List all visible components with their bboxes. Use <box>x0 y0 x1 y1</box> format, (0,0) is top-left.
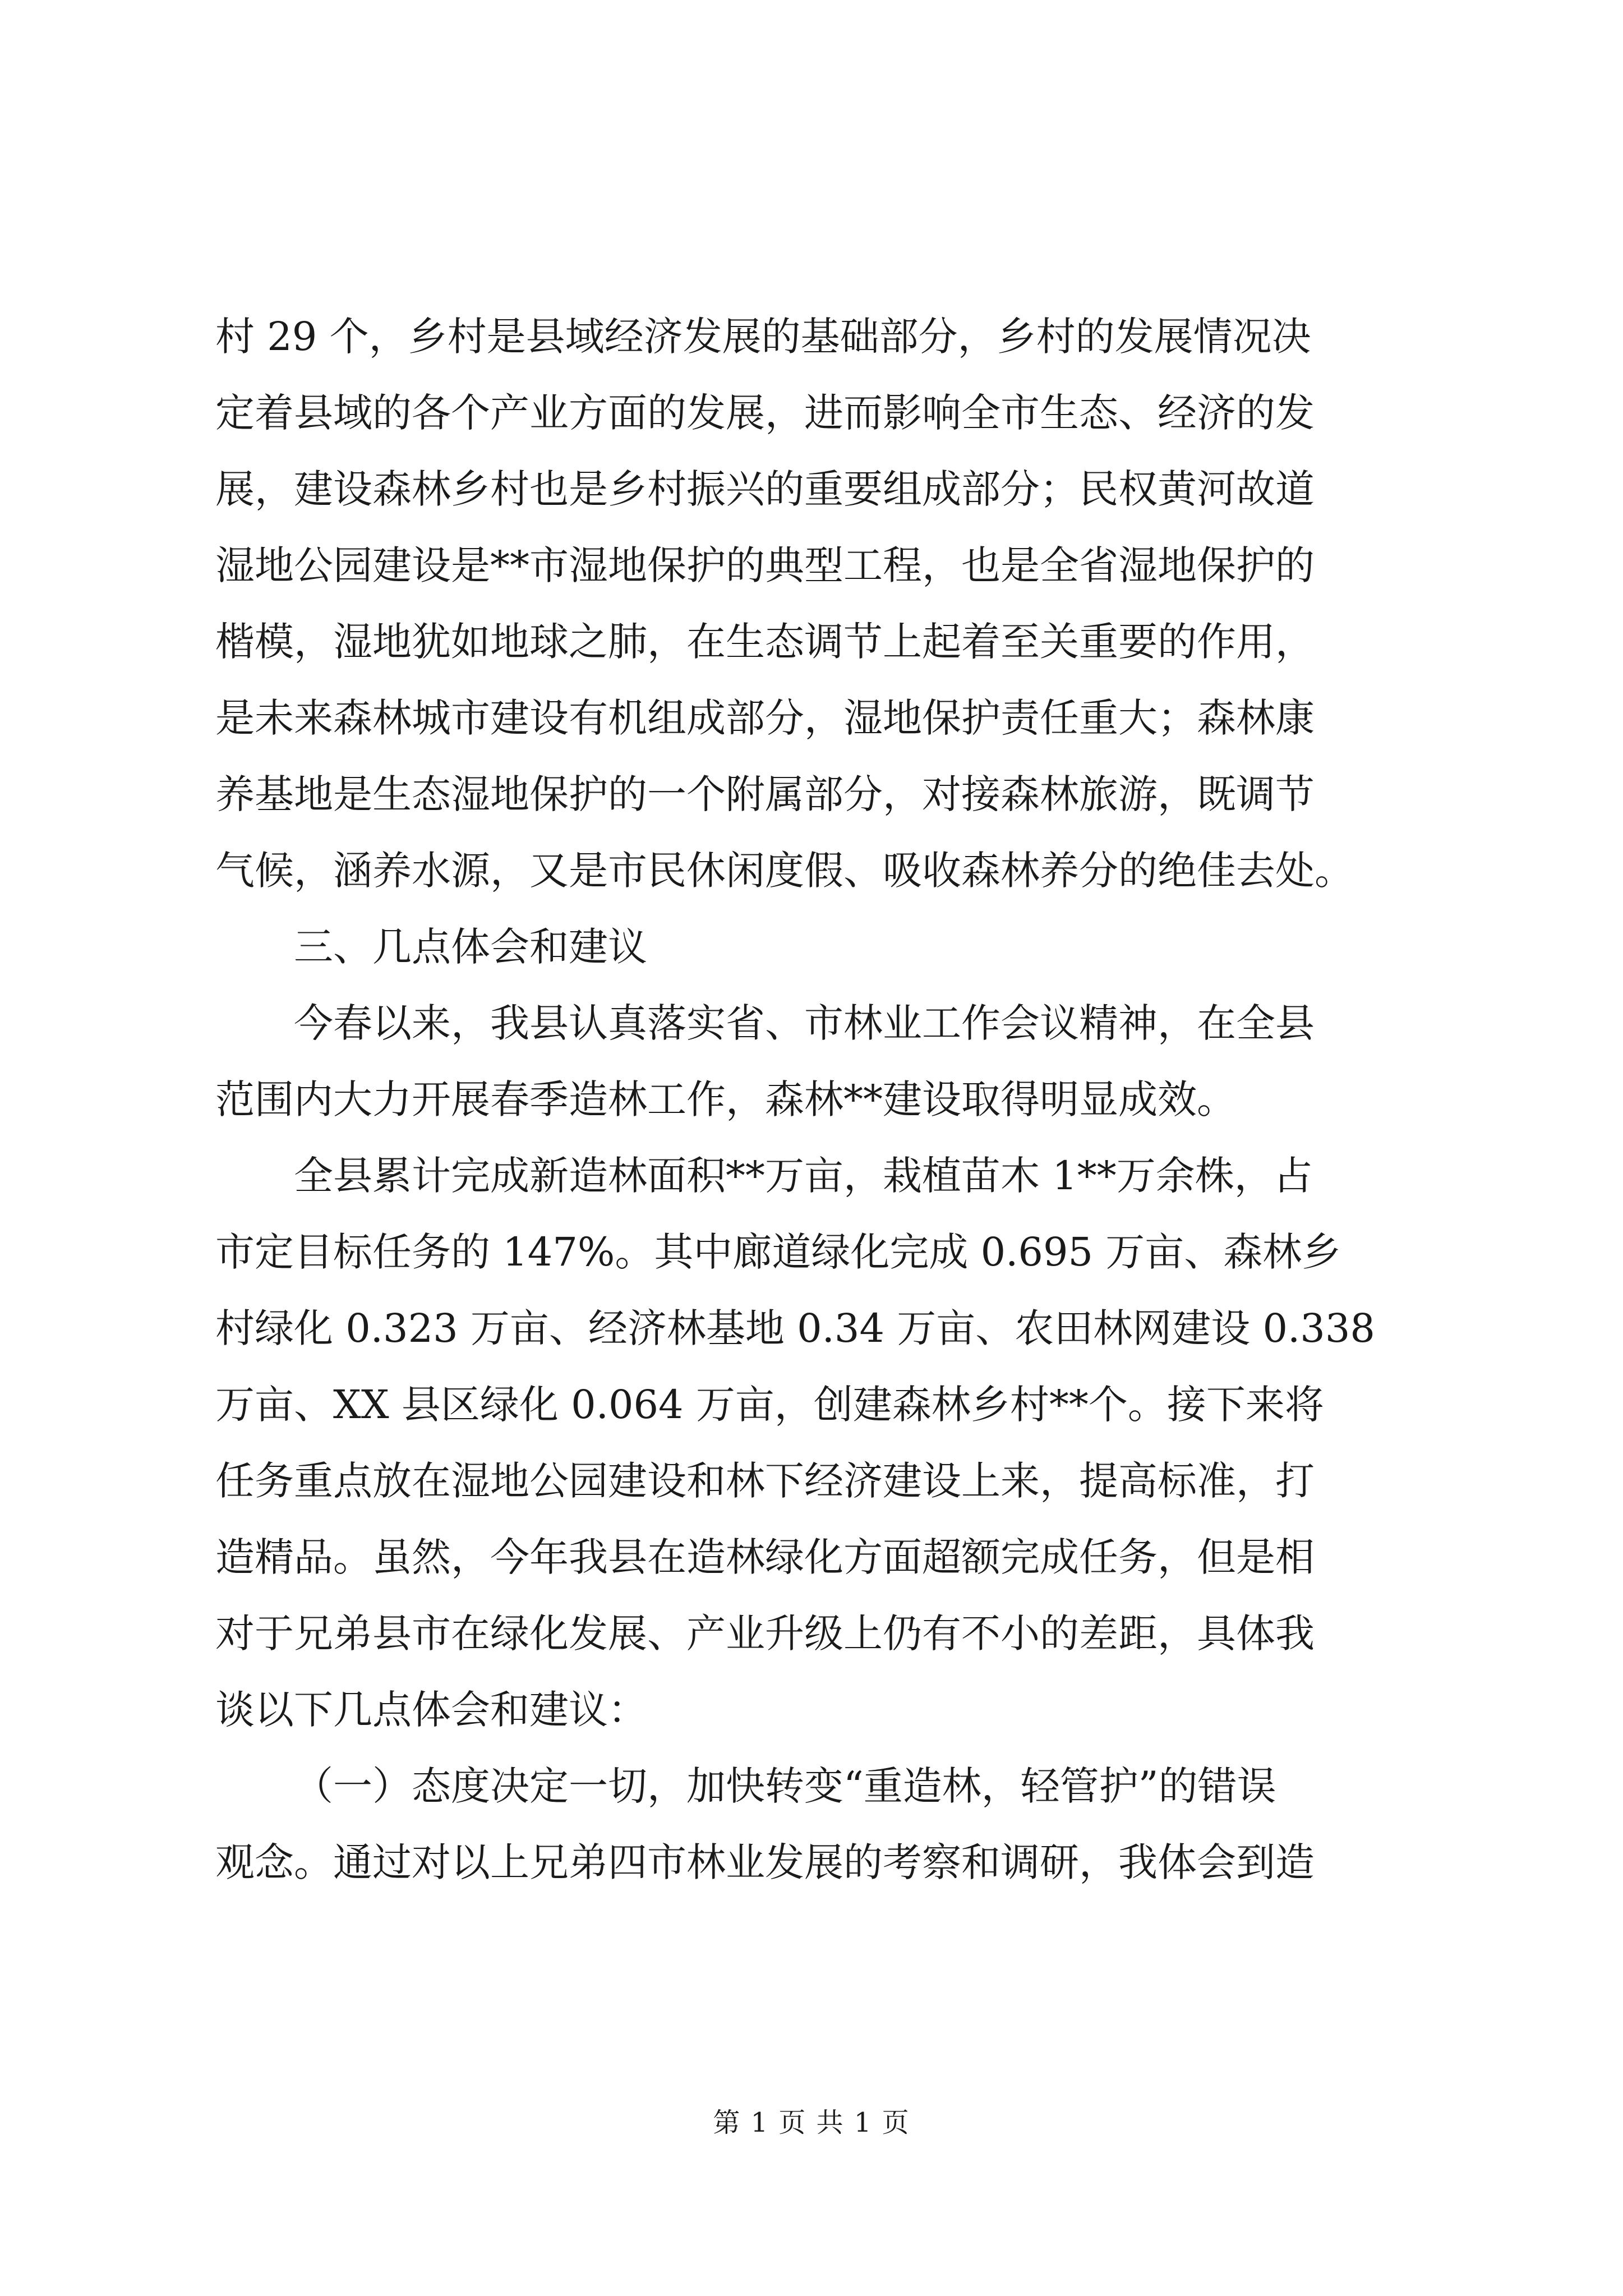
text-line <box>0 837 1623 904</box>
line-text: 市定目标任务的 147%。其中廊道绿化完成 0.695 万亩、森林乡 <box>215 1229 1341 1275</box>
text-line <box>0 990 1623 1057</box>
text-line <box>0 1829 1623 1896</box>
line-text: 造精品。虽然，今年我县在造林绿化方面超额完成任务，但是相 <box>215 1534 1315 1580</box>
line-text: 气候，涵养水源，又是市民休闲度假、吸收森林养分的绝佳去处。 <box>215 848 1354 894</box>
heading-text: （一）态度决定一切，加快转变“重造林，轻管护”的错误 <box>294 1763 1276 1809</box>
text-line <box>0 303 1623 370</box>
line-text: 全县累计完成新造林面积**万亩，栽植苗木 1**万余株，占 <box>294 1153 1313 1199</box>
text-line <box>0 1142 1623 1209</box>
text-line <box>0 1295 1623 1362</box>
text-line <box>0 1676 1623 1743</box>
text-line <box>0 455 1623 523</box>
text-line <box>0 1524 1623 1591</box>
line-text: 养基地是生态湿地保护的一个附属部分，对接森林旅游，既调节 <box>215 771 1315 817</box>
heading-text: 三、几点体会和建议 <box>294 924 647 970</box>
line-text: 观念。通过对以上兄弟四市林业发展的考察和调研，我体会到造 <box>215 1839 1315 1885</box>
text-line <box>0 532 1623 599</box>
text-line <box>0 608 1623 675</box>
text-line <box>0 1066 1623 1133</box>
text-line <box>0 1371 1623 1438</box>
subsection-heading <box>0 1752 1623 1820</box>
text-line <box>0 1600 1623 1667</box>
line-text: 范围内大力开展春季造林工作，森林**建设取得明显成效。 <box>215 1076 1236 1122</box>
text-line <box>0 379 1623 447</box>
line-text: 任务重点放在湿地公园建设和林下经济建设上来，提高标准，打 <box>215 1458 1315 1504</box>
text-line <box>0 1447 1623 1515</box>
line-text: 楷模，湿地犹如地球之肺，在生态调节上起着至关重要的作用， <box>215 619 1315 665</box>
text-line <box>0 684 1623 752</box>
line-text: 村绿化 0.323 万亩、经济林基地 0.34 万亩、农田林网建设 0.338 <box>215 1305 1375 1351</box>
text-line <box>0 1218 1623 1286</box>
line-text: 谈以下几点体会和建议： <box>215 1687 647 1733</box>
section-heading <box>0 913 1623 981</box>
line-text: 是未来森林城市建设有机组成部分，湿地保护责任重大；森林康 <box>215 695 1315 741</box>
page-footer: 第 1 页 共 1 页 <box>713 2107 910 2138</box>
line-text: 今春以来，我县认真落实省、市林业工作会议精神，在全县 <box>294 1000 1315 1046</box>
line-text: 万亩、XX 县区绿化 0.064 万亩，创建森林乡村**个。接下来将 <box>215 1382 1324 1428</box>
line-text: 村 29 个，乡村是县域经济发展的基础部分，乡村的发展情况决 <box>215 314 1311 360</box>
line-text: 定着县域的各个产业方面的发展，进而影响全市生态、经济的发 <box>215 390 1315 436</box>
line-text: 展，建设森林乡村也是乡村振兴的重要组成部分；民权黄河故道 <box>215 466 1315 512</box>
line-text: 湿地公园建设是**市湿地保护的典型工程，也是全省湿地保护的 <box>215 542 1315 588</box>
line-text: 对于兄弟县市在绿化发展、产业升级上仍有不小的差距，具体我 <box>215 1611 1315 1657</box>
text-line <box>0 761 1623 828</box>
